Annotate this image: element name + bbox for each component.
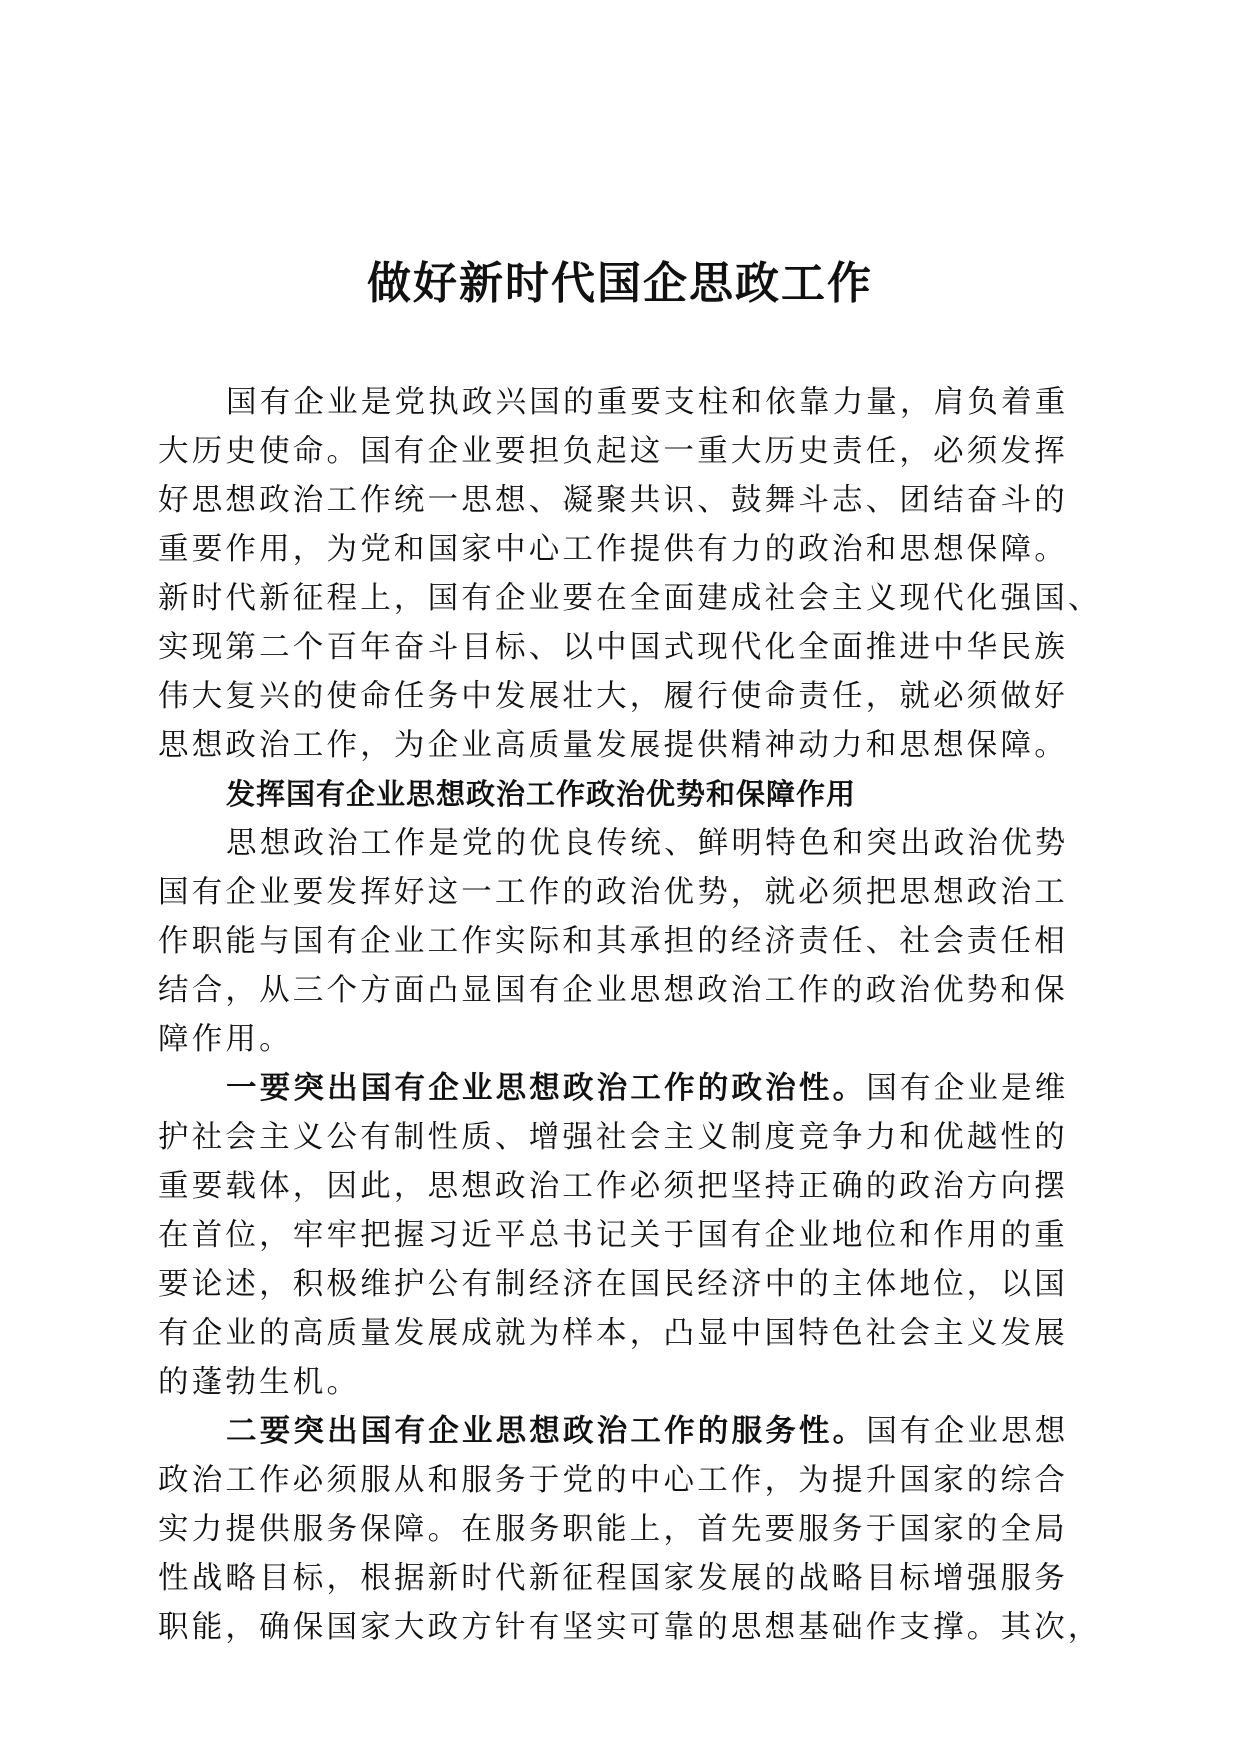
- text-line: [158, 1064, 1078, 1113]
- text-line: 职能，确保国家大政方针有坚实可靠的思想基础作支撑。其次，: [158, 1610, 1102, 1645]
- text-line: 在首位，牢牢把握习近平总书记关于国有企业地位和作用的重: [158, 1218, 1068, 1253]
- text-line: 政治工作必须服从和服务于党的中心工作，为提升国家的综合: [158, 1463, 1068, 1498]
- text-line: 实现第二个百年奋斗目标、以中国式现代化全面推进中华民族: [158, 630, 1068, 665]
- text-line: 要论述，积极维护公有制经济在国民经济中的主体地位，以国: [158, 1267, 1068, 1302]
- paragraph-intro: [158, 378, 1102, 770]
- text-line: 思想政治工作是党的优良传统、鲜明特色和突出政治优势: [226, 826, 1069, 861]
- text-line: 的蓬勃生机。: [158, 1365, 361, 1400]
- paragraph-lead: 二要突出国有企业思想政治工作的服务性。: [226, 1413, 867, 1449]
- text-line: 实力提供服务保障。在服务职能上，首先要服务于国家的全局: [158, 1512, 1068, 1547]
- text-line: 作职能与国有企业工作实际和其承担的经济责任、社会责任相: [158, 924, 1068, 959]
- text-line: 重要作用，为党和国家中心工作提供有力的政治和思想保障。: [158, 532, 1068, 567]
- paragraph-lead-rest: 国有企业是维: [866, 1071, 1069, 1106]
- text-line: [158, 1407, 1078, 1456]
- section-heading: 发挥国有企业思想政治工作政治优势和保障作用: [226, 777, 857, 811]
- paragraph-service-nature: [158, 1407, 1102, 1652]
- paragraph-political-advantage: [158, 819, 1078, 1064]
- paragraph-lead: 一要突出国有企业思想政治工作的政治性。: [226, 1070, 867, 1106]
- text-line: 障作用。: [158, 1022, 293, 1057]
- text-line: 好思想政治工作统一思想、凝聚共识、鼓舞斗志、团结奋斗的: [158, 483, 1068, 518]
- paragraph-political-nature: [158, 1064, 1078, 1407]
- text-line: 性战略目标，根据新时代新征程国家发展的战略目标增强服务: [158, 1561, 1068, 1596]
- text-line: 国有企业要发挥好这一工作的政治优势，就必须把思想政治工: [158, 875, 1068, 910]
- text-line: 结合，从三个方面凸显国有企业思想政治工作的政治优势和保: [158, 973, 1068, 1008]
- text-line: 有企业的高质量发展成就为样本，凸显中国特色社会主义发展: [158, 1316, 1068, 1351]
- text-line: 大历史使命。国有企业要担负起这一重大历史责任，必须发挥: [158, 434, 1068, 469]
- text-line: 伟大复兴的使命任务中发展壮大，履行使命责任，就必须做好: [158, 679, 1068, 714]
- text-line: 国有企业是党执政兴国的重要支柱和依靠力量，肩负着重: [226, 385, 1069, 420]
- text-line: 护社会主义公有制性质、增强社会主义制度竞争力和优越性的: [158, 1120, 1068, 1155]
- paragraph-lead-rest: 国有企业思想: [866, 1414, 1069, 1449]
- text-line: 新时代新征程上，国有企业要在全面建成社会主义现代化强国、: [158, 581, 1102, 616]
- text-line: 思想政治工作，为企业高质量发展提供精神动力和思想保障。: [158, 728, 1068, 763]
- document-body: [158, 378, 1102, 1652]
- text-line: 重要载体，因此，思想政治工作必须把坚持正确的政治方向摆: [158, 1169, 1068, 1204]
- document-title: 做好新时代国企思政工作: [367, 258, 873, 309]
